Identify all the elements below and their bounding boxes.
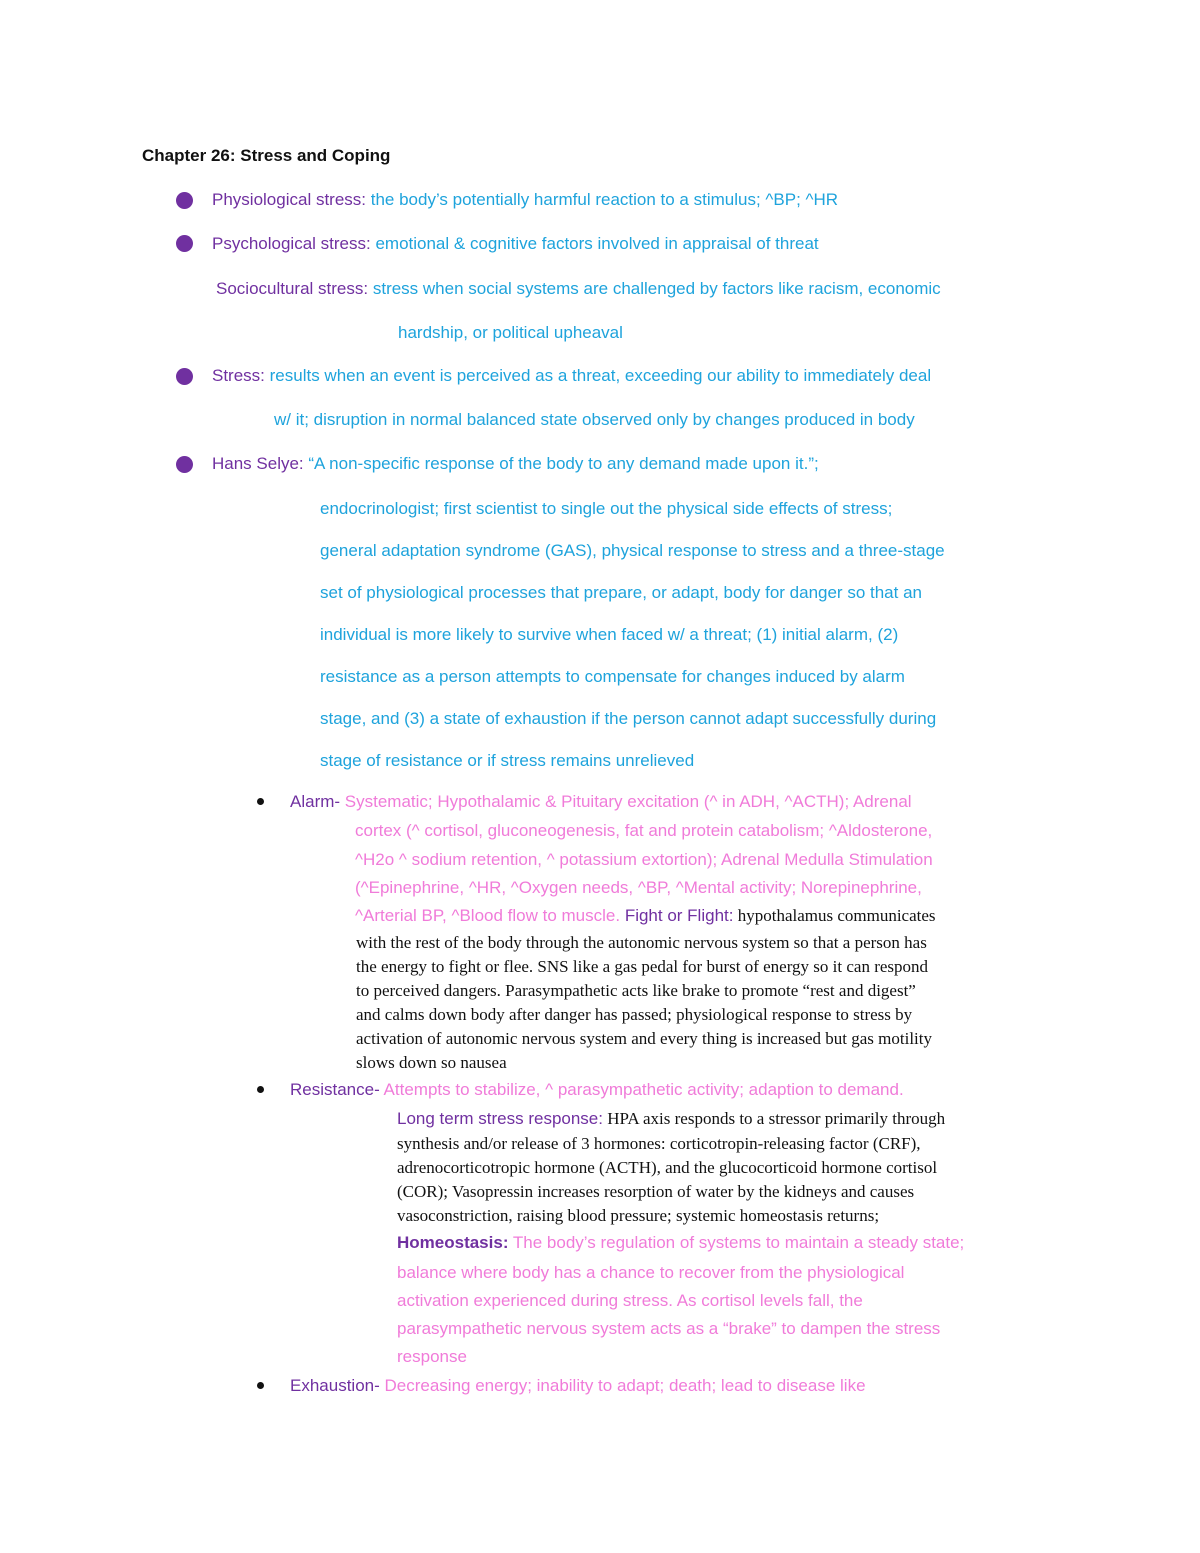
selye-line: individual is more likely to survive when faced w/ a threat; (1) initial alarm, (2) — [320, 625, 899, 644]
selye-line: stage, and (3) a state of exhaustion if the person cannot adapt successfully during — [320, 709, 937, 728]
hans-selye-item — [212, 453, 819, 475]
definition: “A non-specific response of the body to any demand made upon it.”; — [303, 454, 819, 473]
alarm-detail-line: activation of autonomic nervous system and every thing is increased but gas motility — [356, 1029, 932, 1048]
term: Alarm- — [290, 792, 341, 811]
selye-line: set of physiological processes that prepare, or adapt, body for danger so that an — [320, 583, 922, 602]
selye-line: stage of resistance or if stress remains unrelieved — [320, 751, 695, 770]
stress-continuation: w/ it; disruption in normal balanced state observed only by changes produced in body — [274, 410, 915, 429]
resistance-detail-line: adrenocorticotropic hormone (ACTH), and the glucocorticoid hormone cortisol — [397, 1158, 938, 1177]
fight-or-flight-term: Fight or Flight: — [620, 906, 734, 925]
definition: emotional & cognitive factors involved in appraisal of threat — [370, 234, 819, 253]
homeostasis-line: activation experienced during stress. As cortisol levels fall, the — [397, 1291, 863, 1310]
stress-item — [212, 365, 931, 387]
definition: the body’s potentially harmful reaction to a stimulus; ^BP; ^HR — [366, 190, 839, 209]
sociocultural-continuation: hardship, or political upheaval — [398, 323, 623, 342]
alarm-line: cortex (^ cortisol, gluconeogenesis, fat and protein catabolism; ^Aldosterone, — [355, 821, 933, 840]
sub-bullet-icon — [257, 1382, 264, 1389]
alarm-detail-line: and calms down body after danger has passed; physiological response to stress by — [356, 1005, 913, 1024]
definition: results when an event is perceived as a threat, exceeding our ability to immediately deal — [264, 366, 932, 385]
resistance-detail-line: vasoconstriction, raising blood pressure; systemic homeostasis returns; — [397, 1206, 880, 1225]
term: Psychological stress: — [212, 234, 371, 253]
definition: Decreasing energy; inability to adapt; death; lead to disease like — [379, 1376, 866, 1395]
term: Hans Selye: — [212, 454, 304, 473]
term: Physiological stress: — [212, 190, 367, 209]
homeostasis-line: parasympathetic nervous system acts as a “brake” to dampen the stress — [397, 1319, 941, 1338]
term: Resistance- — [290, 1080, 380, 1099]
homeostasis-line: balance where body has a chance to recover from the physiological — [397, 1263, 905, 1282]
selye-line: general adaptation syndrome (GAS), physical response to stress and a three-stage — [320, 541, 945, 560]
resistance-item — [290, 1079, 904, 1101]
psychological-stress-item — [212, 233, 819, 255]
alarm-fight-or-flight-line — [355, 905, 936, 927]
resistance-detail-line: synthesis and/or release of 3 hormones: corticotropin-releasing factor (CRF), — [397, 1134, 921, 1153]
alarm-detail-line: to perceived dangers. Parasympathetic acts like brake to promote “rest and digest” — [356, 981, 916, 1000]
bullet-icon — [176, 235, 193, 252]
definition: Systematic; Hypothalamic & Pituitary excitation (^ in ADH, ^ACTH); Adrenal — [340, 792, 912, 811]
alarm-detail-line: with the rest of the body through the autonomic nervous system so that a person has — [356, 933, 927, 952]
term: Exhaustion- — [290, 1376, 380, 1395]
term: Sociocultural stress: — [216, 279, 369, 298]
alarm-line: ^Arterial BP, ^Blood flow to muscle. — [355, 906, 621, 925]
fight-or-flight-definition: hypothalamus communicates — [733, 906, 936, 925]
homeostasis-line — [397, 1232, 964, 1254]
chapter-title: Chapter 26: Stress and Coping — [142, 146, 391, 165]
homeostasis-term: Homeostasis: — [397, 1233, 509, 1252]
alarm-detail-line: slows down so nausea — [356, 1053, 507, 1072]
definition: stress when social systems are challenged by factors like racism, economic — [368, 279, 941, 298]
sub-bullet-icon — [257, 1086, 264, 1093]
alarm-line: (^Epinephrine, ^HR, ^Oxygen needs, ^BP, ^Mental activity; Norepinephrine, — [355, 878, 922, 897]
alarm-detail-line: the energy to fight or flee. SNS like a gas pedal for burst of energy so it can respond — [356, 957, 929, 976]
long-term-stress-definition: HPA axis responds to a stressor primarily through — [602, 1109, 946, 1128]
long-term-stress-term: Long term stress response: — [397, 1109, 603, 1128]
homeostasis-line: response — [397, 1347, 467, 1366]
homeostasis-definition: The body’s regulation of systems to maintain a steady state; — [508, 1233, 965, 1252]
bullet-icon — [176, 192, 193, 209]
selye-line: resistance as a person attempts to compensate for changes induced by alarm — [320, 667, 905, 686]
exhaustion-item — [290, 1375, 866, 1397]
selye-line: endocrinologist; first scientist to single out the physical side effects of stress; — [320, 499, 893, 518]
alarm-item — [290, 791, 912, 813]
bullet-icon — [176, 456, 193, 473]
resistance-detail-line: (COR); Vasopressin increases resorption of water by the kidneys and causes — [397, 1182, 915, 1201]
long-term-stress-line — [397, 1108, 945, 1130]
definition: Attempts to stabilize, ^ parasympathetic activity; adaption to demand. — [379, 1080, 904, 1099]
sociocultural-stress-item — [216, 278, 941, 300]
sub-bullet-icon — [257, 798, 264, 805]
alarm-line: ^H2o ^ sodium retention, ^ potassium extortion); Adrenal Medulla Stimulation — [355, 850, 933, 869]
physiological-stress-item — [212, 189, 838, 211]
term: Stress: — [212, 366, 265, 385]
bullet-icon — [176, 368, 193, 385]
